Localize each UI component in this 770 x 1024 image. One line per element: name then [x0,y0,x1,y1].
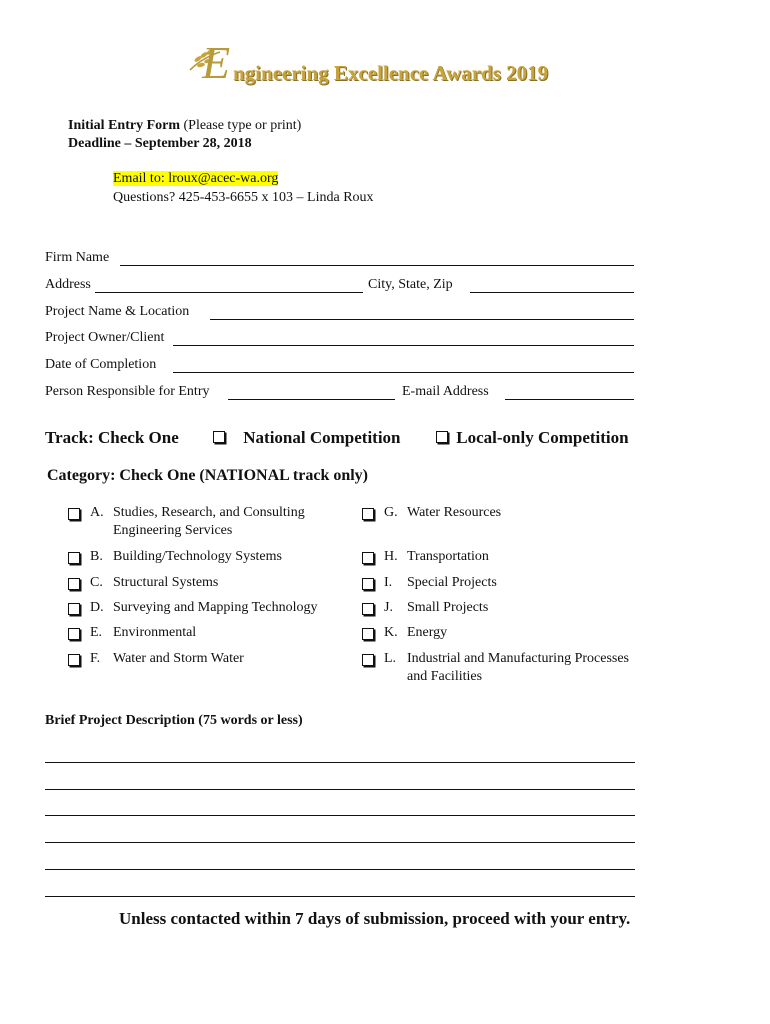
category-b-checkbox[interactable] [68,552,80,564]
date-completion-field[interactable] [173,356,634,373]
category-g-checkbox[interactable] [362,508,374,520]
category-code: C. [90,575,103,590]
category-l-checkbox[interactable] [362,654,374,666]
category-code: H. [384,549,398,564]
description-line[interactable] [45,789,635,790]
person-responsible-label: Person Responsible for Entry [45,384,210,399]
category-heading: Category: Check One (NATIONAL track only) [47,467,369,484]
awards-title [188,37,608,92]
description-heading: Brief Project Description (75 words or less) [45,713,303,728]
category-label: Water and Storm Water [113,651,244,666]
local-checkbox[interactable] [436,431,448,443]
category-code: K. [384,625,398,640]
category-i-checkbox[interactable] [362,578,374,590]
project-name-field[interactable] [210,303,634,320]
category-a-checkbox[interactable] [68,508,80,520]
project-owner-label: Project Owner/Client [45,330,165,345]
category-label: Structural Systems [113,575,219,590]
project-owner-row [45,329,635,349]
deadline: Deadline – September 28, 2018 [68,136,252,151]
email-address-field[interactable] [505,383,634,400]
national-label: National Competition [243,428,401,447]
track-local-option[interactable] [436,428,629,448]
category-label: Environmental [113,625,197,640]
category-label: Small Projects [407,600,489,615]
form-title-line [68,117,301,135]
city-state-zip-label: City, State, Zip [368,277,453,292]
description-line[interactable] [45,842,635,843]
title-text: ngineering Excellence Awards 2019 [233,61,549,85]
footer-note: Unless contacted within 7 days of submission, proceed with your entry. [119,909,631,928]
category-code: F. [90,651,101,666]
category-k-checkbox[interactable] [362,628,374,640]
local-label: Local-only Competition [456,428,629,447]
category-d-checkbox[interactable] [68,603,80,615]
category-label: Water Resources [407,505,502,520]
description-line[interactable] [45,762,635,763]
category-code: E. [90,625,103,640]
city-state-zip-field[interactable] [470,276,634,293]
category-label: Building/Technology Systems [113,549,282,564]
category-code: D. [90,600,104,615]
category-h-checkbox[interactable] [362,552,374,564]
email-line [113,170,278,188]
category-label: Studies, Research, and Consulting Engineering Services [113,505,305,538]
project-owner-field[interactable] [173,329,634,346]
category-j-checkbox[interactable] [362,603,374,615]
category-label: Surveying and Mapping Technology [113,600,318,615]
description-line[interactable] [45,896,635,897]
category-code: L. [384,651,397,666]
category-c-checkbox[interactable] [68,578,80,590]
category-label: Industrial and Manufacturing Processes and Facilities [407,651,629,684]
project-name-label: Project Name & Location [45,304,190,319]
firm-name-label: Firm Name [45,250,110,265]
category-label: Special Projects [407,575,497,590]
email-address-label: E-mail Address [402,384,489,399]
category-code: G. [384,505,398,520]
category-label: Transportation [407,549,489,564]
person-responsible-row [45,383,635,403]
address-field[interactable] [95,276,363,293]
track-label: Track: Check One [45,428,179,447]
category-f-checkbox[interactable] [68,654,80,666]
firm-name-field[interactable] [120,249,634,266]
description-line[interactable] [45,869,635,870]
category-code: B. [90,549,103,564]
category-code: J. [384,600,393,615]
category-code: A. [90,505,104,520]
address-row [45,276,635,296]
category-label: Energy [407,625,448,640]
firm-name-row [45,249,635,269]
questions-line: Questions? 425-453-6655 x 103 – Linda Roux [113,190,374,205]
person-responsible-field[interactable] [228,383,395,400]
form-title: Initial Entry Form [68,118,180,133]
form-note: (Please type or print) [183,118,302,133]
category-code: I. [384,575,393,590]
title-initial: E [202,37,231,88]
date-completion-row [45,356,635,376]
category-e-checkbox[interactable] [68,628,80,640]
national-checkbox[interactable] [213,431,225,443]
date-completion-label: Date of Completion [45,357,157,372]
track-national-option[interactable] [213,428,401,448]
email-highlight: Email to: lroux@acec-wa.org [113,171,279,186]
project-name-row [45,303,635,323]
description-line[interactable] [45,815,635,816]
address-label: Address [45,277,91,292]
